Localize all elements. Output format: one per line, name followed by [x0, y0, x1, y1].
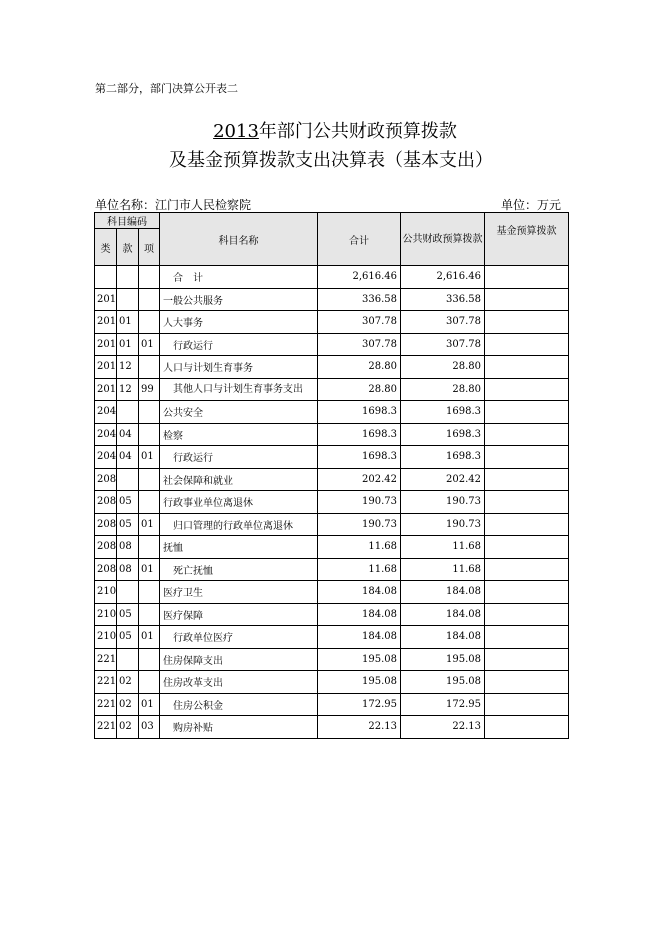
row-kuan-code: [117, 648, 139, 671]
row-fund-budget: [485, 513, 569, 536]
table-row: [95, 626, 569, 649]
row-xiang-code: [139, 288, 160, 311]
header-xiang: 项: [139, 229, 160, 266]
table-row: [95, 311, 569, 334]
header-code-group: 科目编码: [95, 213, 160, 229]
row-kuan-code: 02: [117, 671, 139, 694]
unit-measure: 单位：万元: [500, 198, 561, 212]
row-lei-code: 201: [95, 333, 117, 356]
table-row: [95, 671, 569, 694]
row-lei-code: 204: [95, 423, 117, 446]
row-lei-code: 221: [95, 648, 117, 671]
row-subject-name: 合 计: [160, 266, 318, 289]
row-total: 2,616.46: [318, 266, 401, 289]
row-total: 22.13: [318, 716, 401, 739]
row-xiang-code: 01: [139, 626, 160, 649]
row-subject-name: 公共安全: [160, 401, 318, 424]
row-xiang-code: [139, 536, 160, 559]
row-lei-code: 208: [95, 558, 117, 581]
row-total: 190.73: [318, 491, 401, 514]
row-lei-code: 210: [95, 603, 117, 626]
row-fund-budget: [485, 536, 569, 559]
table-row: [95, 401, 569, 424]
row-xiang-code: [139, 468, 160, 491]
title-year: 2013: [213, 121, 259, 142]
row-fund-budget: [485, 626, 569, 649]
row-kuan-code: 12: [117, 356, 139, 379]
row-public-finance: 184.08: [401, 581, 485, 604]
row-public-finance: 28.80: [401, 378, 485, 401]
row-total: 307.78: [318, 333, 401, 356]
row-kuan-code: 05: [117, 513, 139, 536]
row-public-finance: 11.68: [401, 558, 485, 581]
row-total: 307.78: [318, 311, 401, 334]
row-total: 184.08: [318, 626, 401, 649]
row-kuan-code: 05: [117, 603, 139, 626]
row-kuan-code: [117, 288, 139, 311]
row-xiang-code: [139, 311, 160, 334]
row-fund-budget: [485, 716, 569, 739]
row-kuan-code: 08: [117, 558, 139, 581]
row-public-finance: 190.73: [401, 513, 485, 536]
row-kuan-code: 05: [117, 491, 139, 514]
row-xiang-code: [139, 648, 160, 671]
row-kuan-code: 04: [117, 446, 139, 469]
row-public-finance: 2,616.46: [401, 266, 485, 289]
row-total: 202.42: [318, 468, 401, 491]
budget-table: [94, 212, 569, 739]
row-total: 1698.3: [318, 423, 401, 446]
row-subject-name: 归口管理的行政单位离退休: [160, 513, 318, 536]
row-public-finance: 202.42: [401, 468, 485, 491]
table-row: [95, 648, 569, 671]
row-public-finance: 195.08: [401, 671, 485, 694]
row-subject-name: 医疗保障: [160, 603, 318, 626]
unit-name: 单位名称：江门市人民检察院: [95, 198, 252, 212]
row-fund-budget: [485, 378, 569, 401]
row-lei-code: 210: [95, 581, 117, 604]
row-lei-code: 208: [95, 468, 117, 491]
row-total: 11.68: [318, 558, 401, 581]
row-xiang-code: [139, 671, 160, 694]
row-lei-code: 208: [95, 536, 117, 559]
row-total: 172.95: [318, 693, 401, 716]
row-public-finance: 1698.3: [401, 423, 485, 446]
row-kuan-code: 12: [117, 378, 139, 401]
row-public-finance: 1698.3: [401, 401, 485, 424]
row-public-finance: 1698.3: [401, 446, 485, 469]
table-row: [95, 288, 569, 311]
row-fund-budget: [485, 648, 569, 671]
row-subject-name: 检察: [160, 423, 318, 446]
row-total: 1698.3: [318, 401, 401, 424]
row-total: 11.68: [318, 536, 401, 559]
row-lei-code: 201: [95, 378, 117, 401]
row-xiang-code: [139, 266, 160, 289]
header-fund-budget: 基金预算拨款: [485, 213, 569, 266]
title-line1-rest: 年部门公共财政预算拨款: [258, 121, 457, 142]
table-row: [95, 468, 569, 491]
row-lei-code: 201: [95, 288, 117, 311]
header-subject-name: 科目名称: [160, 213, 318, 266]
row-fund-budget: [485, 693, 569, 716]
row-kuan-code: 08: [117, 536, 139, 559]
row-subject-name: 行政单位医疗: [160, 626, 318, 649]
unit-info: [95, 196, 561, 213]
row-total: 28.80: [318, 356, 401, 379]
row-lei-code: 201: [95, 311, 117, 334]
table-row: [95, 423, 569, 446]
table-row: [95, 356, 569, 379]
row-subject-name: 死亡抚恤: [160, 558, 318, 581]
row-xiang-code: 01: [139, 333, 160, 356]
row-lei-code: 221: [95, 671, 117, 694]
row-fund-budget: [485, 423, 569, 446]
row-total: 336.58: [318, 288, 401, 311]
row-lei-code: 204: [95, 446, 117, 469]
table-row: [95, 716, 569, 739]
row-kuan-code: 02: [117, 693, 139, 716]
row-total: 1698.3: [318, 446, 401, 469]
row-subject-name: 行政运行: [160, 333, 318, 356]
table-row: [95, 513, 569, 536]
row-public-finance: 307.78: [401, 311, 485, 334]
row-total: 184.08: [318, 581, 401, 604]
row-lei-code: 201: [95, 356, 117, 379]
row-public-finance: 195.08: [401, 648, 485, 671]
row-fund-budget: [485, 333, 569, 356]
row-subject-name: 抚恤: [160, 536, 318, 559]
row-subject-name: 住房公积金: [160, 693, 318, 716]
row-subject-name: 行政运行: [160, 446, 318, 469]
row-subject-name: 行政事业单位离退休: [160, 491, 318, 514]
row-lei-code: 221: [95, 693, 117, 716]
row-subject-name: 住房改革支出: [160, 671, 318, 694]
row-total: 28.80: [318, 378, 401, 401]
row-subject-name: 一般公共服务: [160, 288, 318, 311]
header-kuan: 款: [117, 229, 139, 266]
row-fund-budget: [485, 266, 569, 289]
row-public-finance: 190.73: [401, 491, 485, 514]
row-kuan-code: 01: [117, 311, 139, 334]
table-row: [95, 446, 569, 469]
table-row: [95, 378, 569, 401]
row-lei-code: 221: [95, 716, 117, 739]
row-public-finance: 172.95: [401, 693, 485, 716]
table-row: [95, 536, 569, 559]
row-subject-name: 住房保障支出: [160, 648, 318, 671]
row-fund-budget: [485, 603, 569, 626]
row-kuan-code: [117, 468, 139, 491]
row-xiang-code: [139, 603, 160, 626]
row-xiang-code: [139, 423, 160, 446]
row-kuan-code: 04: [117, 423, 139, 446]
table-row: [95, 581, 569, 604]
row-public-finance: 22.13: [401, 716, 485, 739]
row-fund-budget: [485, 491, 569, 514]
row-fund-budget: [485, 401, 569, 424]
row-subject-name: 人大事务: [160, 311, 318, 334]
row-xiang-code: [139, 581, 160, 604]
page-title-line1: [0, 117, 662, 143]
part-label: 第二部分，部门决算公开表二: [95, 82, 238, 95]
row-fund-budget: [485, 581, 569, 604]
row-xiang-code: [139, 401, 160, 424]
row-public-finance: 184.08: [401, 603, 485, 626]
row-public-finance: 336.58: [401, 288, 485, 311]
table-row: [95, 266, 569, 289]
table-row: [95, 693, 569, 716]
row-xiang-code: 01: [139, 513, 160, 536]
row-total: 184.08: [318, 603, 401, 626]
row-subject-name: 购房补贴: [160, 716, 318, 739]
row-fund-budget: [485, 356, 569, 379]
row-lei-code: 208: [95, 491, 117, 514]
row-public-finance: 307.78: [401, 333, 485, 356]
row-lei-code: 208: [95, 513, 117, 536]
row-subject-name: 其他人口与计划生育事务支出: [160, 378, 318, 401]
page-title-line2: 及基金预算拨款支出决算表（基本支出）: [169, 150, 493, 171]
row-xiang-code: 01: [139, 558, 160, 581]
row-kuan-code: 02: [117, 716, 139, 739]
row-fund-budget: [485, 468, 569, 491]
row-kuan-code: [117, 401, 139, 424]
row-kuan-code: 05: [117, 626, 139, 649]
row-lei-code: [95, 266, 117, 289]
row-fund-budget: [485, 288, 569, 311]
row-xiang-code: 01: [139, 693, 160, 716]
table-row: [95, 333, 569, 356]
row-total: 195.08: [318, 671, 401, 694]
row-fund-budget: [485, 558, 569, 581]
row-kuan-code: [117, 581, 139, 604]
row-subject-name: 医疗卫生: [160, 581, 318, 604]
row-total: 190.73: [318, 513, 401, 536]
row-xiang-code: 03: [139, 716, 160, 739]
header-public-finance: 公共财政预算拨款: [401, 213, 485, 266]
row-lei-code: 210: [95, 626, 117, 649]
header-total: 合计: [318, 213, 401, 266]
row-fund-budget: [485, 446, 569, 469]
header-lei: 类: [95, 229, 117, 266]
row-subject-name: 人口与计划生育事务: [160, 356, 318, 379]
row-public-finance: 11.68: [401, 536, 485, 559]
row-lei-code: 204: [95, 401, 117, 424]
row-public-finance: 184.08: [401, 626, 485, 649]
table-row: [95, 558, 569, 581]
row-xiang-code: 99: [139, 378, 160, 401]
row-fund-budget: [485, 311, 569, 334]
row-kuan-code: 01: [117, 333, 139, 356]
row-kuan-code: [117, 266, 139, 289]
row-subject-name: 社会保障和就业: [160, 468, 318, 491]
row-xiang-code: 01: [139, 446, 160, 469]
table-row: [95, 603, 569, 626]
table-body: [95, 266, 569, 739]
row-xiang-code: [139, 356, 160, 379]
row-total: 195.08: [318, 648, 401, 671]
table-row: [95, 491, 569, 514]
row-public-finance: 28.80: [401, 356, 485, 379]
row-fund-budget: [485, 671, 569, 694]
row-xiang-code: [139, 491, 160, 514]
